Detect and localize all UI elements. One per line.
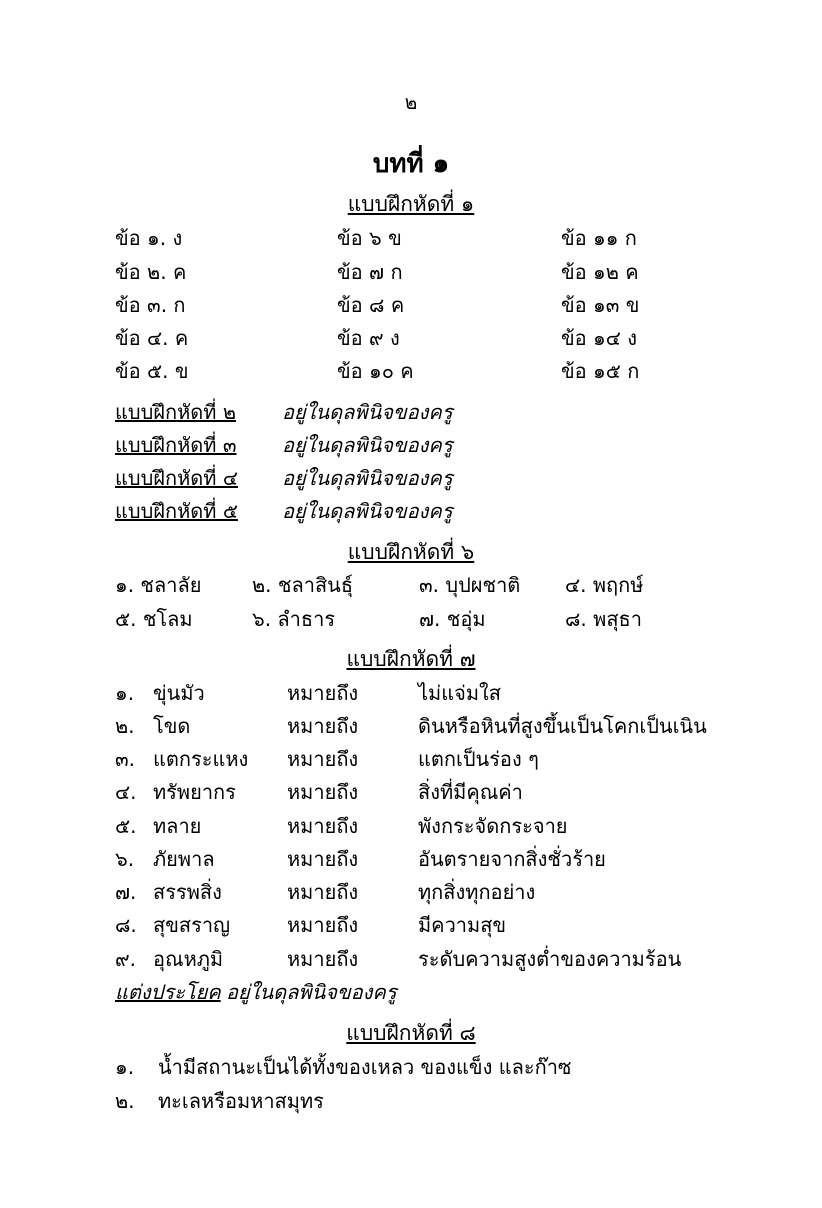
item-number: ๑. bbox=[115, 681, 135, 705]
item-number: ๘. bbox=[115, 913, 137, 937]
exercise-reference-row bbox=[0, 495, 822, 529]
exercise-reference-row bbox=[0, 429, 822, 463]
answer-row bbox=[0, 1051, 822, 1085]
item-number: ๕. bbox=[115, 814, 137, 838]
means-label: หมายถึง bbox=[287, 714, 359, 738]
exercise-1-heading: แบบฝึกหัดที่ ๑ bbox=[347, 192, 475, 216]
vocabulary-word: แตกระแหง bbox=[153, 747, 249, 771]
sentence-label: แต่งประโยค bbox=[115, 980, 221, 1004]
vocabulary-definition: สิ่งที่มีคุณค่า bbox=[418, 780, 523, 804]
exercise-6-row bbox=[0, 569, 822, 603]
word-item: ๒. ชลาสินธุ์ bbox=[252, 573, 354, 597]
exercise-label: แบบฝึกหัดที่ ๓ bbox=[115, 433, 237, 457]
answer-item: ข้อ ๙ ง bbox=[337, 326, 400, 350]
answer-item: ข้อ ๕. ข bbox=[115, 359, 189, 383]
vocabulary-word: ทรัพยากร bbox=[153, 780, 236, 804]
item-number: ๓. bbox=[115, 747, 136, 771]
item-number: ๑. bbox=[115, 1055, 135, 1079]
exercise-6-row bbox=[0, 603, 822, 637]
answer-item: ข้อ ๑๓ ข bbox=[561, 293, 640, 317]
answer-item: ข้อ ๑๕ ก bbox=[561, 359, 640, 383]
means-label: หมายถึง bbox=[287, 913, 359, 937]
means-label: หมายถึง bbox=[287, 780, 359, 804]
page-number: ๒ bbox=[404, 92, 418, 114]
exercise-note: อยู่ในดุลพินิจของครู bbox=[282, 400, 453, 424]
vocabulary-definition: ทุกสิ่งทุกอย่าง bbox=[418, 880, 536, 904]
vocabulary-row bbox=[0, 710, 822, 744]
item-number: ๒. bbox=[115, 714, 135, 738]
exercise-note: อยู่ในดุลพินิจของครู bbox=[282, 466, 453, 490]
vocabulary-definition: ระดับความสูงต่ำของความร้อน bbox=[418, 947, 682, 971]
answer-text: น้ำมีสถานะเป็นได้ทั้งของเหลว ของแข็ง และก๊าซ bbox=[158, 1055, 572, 1079]
vocabulary-definition: พังกระจัดกระจาย bbox=[418, 814, 568, 838]
vocabulary-row bbox=[0, 943, 822, 977]
vocabulary-row bbox=[0, 876, 822, 910]
answer-item: ข้อ ๑๔ ง bbox=[561, 326, 637, 350]
chapter-title: บทที่ ๑ bbox=[372, 149, 450, 179]
vocabulary-word: สุขสราญ bbox=[153, 913, 231, 937]
exercise-label: แบบฝึกหัดที่ ๔ bbox=[115, 466, 238, 490]
vocabulary-word: อุณหภูมิ bbox=[153, 947, 224, 971]
means-label: หมายถึง bbox=[287, 880, 359, 904]
answer-item: ข้อ ๔. ค bbox=[115, 326, 189, 350]
exercise-label: แบบฝึกหัดที่ ๒ bbox=[115, 400, 237, 424]
vocabulary-word: สรรพสิ่ง bbox=[153, 880, 222, 904]
means-label: หมายถึง bbox=[287, 947, 359, 971]
vocabulary-definition: มีความสุข bbox=[418, 913, 507, 937]
word-item: ๑. ชลาลัย bbox=[115, 573, 202, 597]
vocabulary-row bbox=[0, 909, 822, 943]
item-number: ๗. bbox=[115, 880, 137, 904]
exercise-reference-row bbox=[0, 462, 822, 496]
means-label: หมายถึง bbox=[287, 747, 359, 771]
exercise-1-row bbox=[0, 222, 822, 256]
item-number: ๖. bbox=[115, 847, 135, 871]
word-item: ๔. พฤกษ์ bbox=[565, 573, 644, 597]
exercise-note: อยู่ในดุลพินิจของครู bbox=[282, 433, 453, 457]
means-label: หมายถึง bbox=[287, 814, 359, 838]
vocabulary-row bbox=[0, 843, 822, 877]
answer-item: ข้อ ๑. ง bbox=[115, 226, 183, 250]
vocabulary-definition: อันตรายจากสิ่งชั่วร้าย bbox=[418, 847, 606, 871]
vocabulary-row bbox=[0, 677, 822, 711]
vocabulary-definition: ดินหรือหินที่สูงขึ้นเป็นโคกเป็นเนิน bbox=[418, 714, 707, 738]
answer-item: ข้อ ๖ ข bbox=[337, 226, 402, 250]
exercise-1-row bbox=[0, 355, 822, 389]
vocabulary-row bbox=[0, 810, 822, 844]
vocabulary-word: ภัยพาล bbox=[153, 847, 215, 871]
vocabulary-word: ขุ่นมัว bbox=[153, 681, 205, 705]
word-item: ๕. ชโลม bbox=[115, 607, 193, 631]
exercise-note: อยู่ในดุลพินิจของครู bbox=[282, 499, 453, 523]
word-item: ๓. บุปผชาติ bbox=[419, 573, 521, 597]
word-item: ๘. พสุธา bbox=[565, 607, 642, 631]
exercise-1-row bbox=[0, 322, 822, 356]
sentence-row bbox=[0, 976, 822, 1010]
answer-row bbox=[0, 1085, 822, 1119]
exercise-1-row bbox=[0, 256, 822, 290]
answer-item: ข้อ ๒. ค bbox=[115, 260, 187, 284]
exercise-label: แบบฝึกหัดที่ ๕ bbox=[115, 499, 238, 523]
exercise-reference-row bbox=[0, 396, 822, 430]
answer-item: ข้อ ๘ ค bbox=[337, 293, 405, 317]
exercise-6-heading: แบบฝึกหัดที่ ๖ bbox=[347, 540, 475, 564]
answer-item: ข้อ ๗ ก bbox=[337, 260, 403, 284]
exercise-1-row bbox=[0, 289, 822, 323]
exercise-7-heading: แบบฝึกหัดที่ ๗ bbox=[346, 647, 476, 671]
answer-item: ข้อ ๑๐ ค bbox=[337, 359, 414, 383]
vocabulary-row bbox=[0, 743, 822, 777]
item-number: ๔. bbox=[115, 780, 137, 804]
exercise-8-heading: แบบฝึกหัดที่ ๘ bbox=[346, 1021, 476, 1045]
answer-item: ข้อ ๓. ก bbox=[115, 293, 186, 317]
word-item: ๖. ลำธาร bbox=[252, 607, 336, 631]
item-number: ๒. bbox=[115, 1089, 135, 1113]
answer-item: ข้อ ๑๑ ก bbox=[561, 226, 637, 250]
sentence-note: อยู่ในดุลพินิจของครู bbox=[226, 980, 397, 1004]
means-label: หมายถึง bbox=[287, 681, 359, 705]
item-number: ๙. bbox=[115, 947, 137, 971]
vocabulary-row bbox=[0, 776, 822, 810]
vocabulary-definition: ไม่แจ่มใส bbox=[418, 681, 502, 705]
answer-item: ข้อ ๑๒ ค bbox=[561, 260, 639, 284]
vocabulary-word: ทลาย bbox=[153, 814, 202, 838]
word-item: ๗. ชอุ่ม bbox=[419, 607, 486, 631]
means-label: หมายถึง bbox=[287, 847, 359, 871]
answer-text: ทะเลหรือมหาสมุทร bbox=[158, 1089, 324, 1113]
vocabulary-definition: แตกเป็นร่อง ๆ bbox=[418, 747, 539, 771]
vocabulary-word: โขด bbox=[153, 714, 191, 738]
